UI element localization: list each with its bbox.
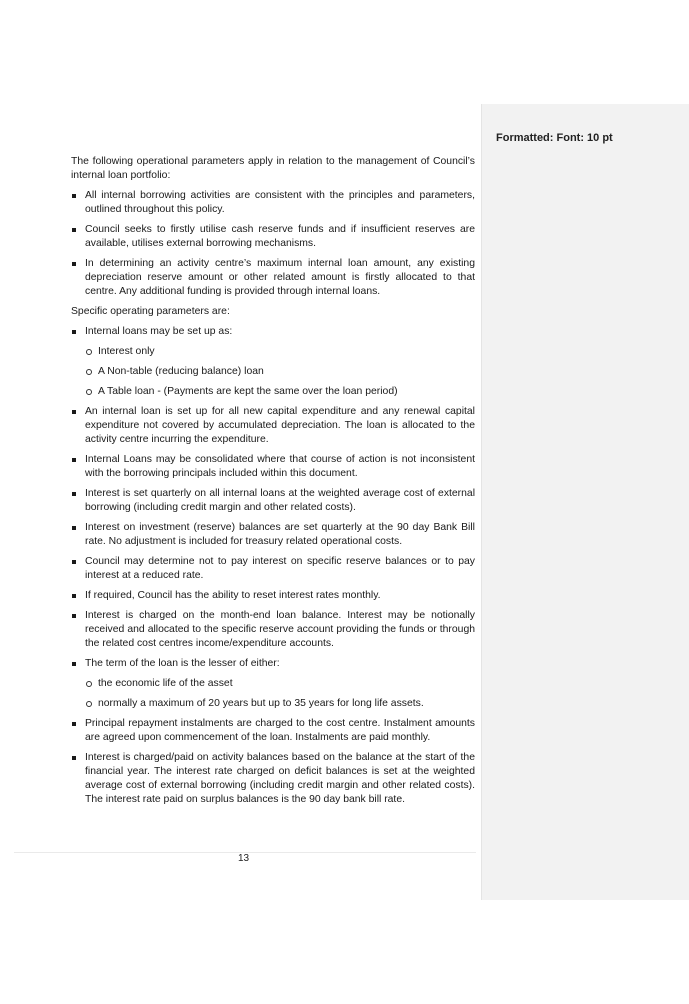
sub-list — [85, 677, 475, 711]
square-bullet-icon — [72, 594, 76, 598]
list-item — [71, 521, 475, 549]
sub-list-item-text: A Table loan - (Payments are kept the same over the loan period) — [98, 386, 398, 397]
list-item-text: In determining an activity centre’s maximum internal loan amount, any existing depreciation reserve amount or other related amount is firstly allocated to that centre. Any additional funding is provided through internal loans. — [85, 258, 475, 297]
specific-list — [71, 325, 475, 807]
list-item-text: Interest is set quarterly on all internal loans at the weighted average cost of external borrowing (including credit margin and other related costs). — [85, 488, 475, 513]
list-item-text: Council may determine not to pay interest on specific reserve balances or to pay interest at a reduced rate. — [85, 556, 475, 581]
sub-list-item — [85, 365, 475, 379]
square-bullet-icon — [72, 458, 76, 462]
page-number: 13 — [238, 853, 250, 864]
list-item — [71, 453, 475, 481]
list-item — [71, 555, 475, 583]
list-item — [71, 189, 475, 217]
square-bullet-icon — [72, 194, 76, 198]
document-body — [71, 155, 475, 813]
list-item — [71, 487, 475, 515]
list-item — [71, 609, 475, 651]
intro-paragraph: The following operational parameters apply in relation to the management of Council’s internal loan portfolio: — [71, 156, 475, 181]
list-item-text: Interest is charged/paid on activity balances based on the balance at the start of the financial year. The interest rate charged on deficit balances is set at the weighted average cost of external borrowing (including credit margin and other related costs). The interest rate paid on surplus balances is the 90 day bank bill rate. — [85, 752, 475, 805]
operational-list — [71, 189, 475, 299]
comment-pane — [481, 104, 689, 900]
list-item-text: Internal loans may be set up as: — [85, 326, 233, 337]
square-bullet-icon — [72, 662, 76, 666]
square-bullet-icon — [72, 526, 76, 530]
list-item — [71, 717, 475, 745]
list-item — [71, 405, 475, 447]
circle-bullet-icon — [86, 389, 92, 395]
square-bullet-icon — [72, 756, 76, 760]
circle-bullet-icon — [86, 349, 92, 355]
list-item-text: If required, Council has the ability to reset interest rates monthly. — [85, 590, 381, 601]
list-item — [71, 589, 475, 603]
sub-list-item — [85, 697, 475, 711]
square-bullet-icon — [72, 262, 76, 266]
sub-list-item — [85, 345, 475, 359]
list-item — [71, 657, 475, 711]
sub-list-item — [85, 385, 475, 399]
sub-list — [85, 345, 475, 399]
square-bullet-icon — [72, 492, 76, 496]
comment-label: Formatted: Font: 10 pt — [496, 132, 613, 144]
list-item — [71, 257, 475, 299]
specific-heading: Specific operating parameters are: — [71, 306, 230, 317]
list-item-text: Council seeks to firstly utilise cash reserve funds and if insufficient reserves are available, utilises external borrowing mechanisms. — [85, 224, 475, 249]
list-item — [71, 751, 475, 807]
square-bullet-icon — [72, 330, 76, 334]
square-bullet-icon — [72, 614, 76, 618]
list-item-text: The term of the loan is the lesser of either: — [85, 658, 280, 669]
list-item-text: Interest is charged on the month-end loan balance. Interest may be notionally received and allocated to the specific reserve account providing the funds or through the related cost centres income/expenditure accounts. — [85, 610, 475, 649]
sub-list-item-text: A Non-table (reducing balance) loan — [98, 366, 264, 377]
square-bullet-icon — [72, 560, 76, 564]
circle-bullet-icon — [86, 701, 92, 707]
list-item — [71, 325, 475, 399]
list-item-text: Interest on investment (reserve) balances are set quarterly at the 90 day Bank Bill rate. No adjustment is included for treasury related operational costs. — [85, 522, 475, 547]
square-bullet-icon — [72, 410, 76, 414]
list-item-text: Internal Loans may be consolidated where that course of action is not inconsistent with the borrowing principals included within this document. — [85, 454, 475, 479]
square-bullet-icon — [72, 228, 76, 232]
sub-list-item-text: normally a maximum of 20 years but up to 35 years for long life assets. — [98, 698, 424, 709]
sub-list-item-text: the economic life of the asset — [98, 678, 233, 689]
list-item — [71, 223, 475, 251]
sub-list-item-text: Interest only — [98, 346, 155, 357]
list-item-text: An internal loan is set up for all new capital expenditure and any renewal capital expenditure not covered by accumulated depreciation. The loan is allocated to the activity centre incurring the expenditure. — [85, 406, 475, 445]
circle-bullet-icon — [86, 681, 92, 687]
circle-bullet-icon — [86, 369, 92, 375]
square-bullet-icon — [72, 722, 76, 726]
list-item-text: All internal borrowing activities are consistent with the principles and parameters, outlined throughout this policy. — [85, 190, 475, 215]
sub-list-item — [85, 677, 475, 691]
list-item-text: Principal repayment instalments are charged to the cost centre. Instalment amounts are agreed upon commencement of the loan. Instalments are paid monthly. — [85, 718, 475, 743]
